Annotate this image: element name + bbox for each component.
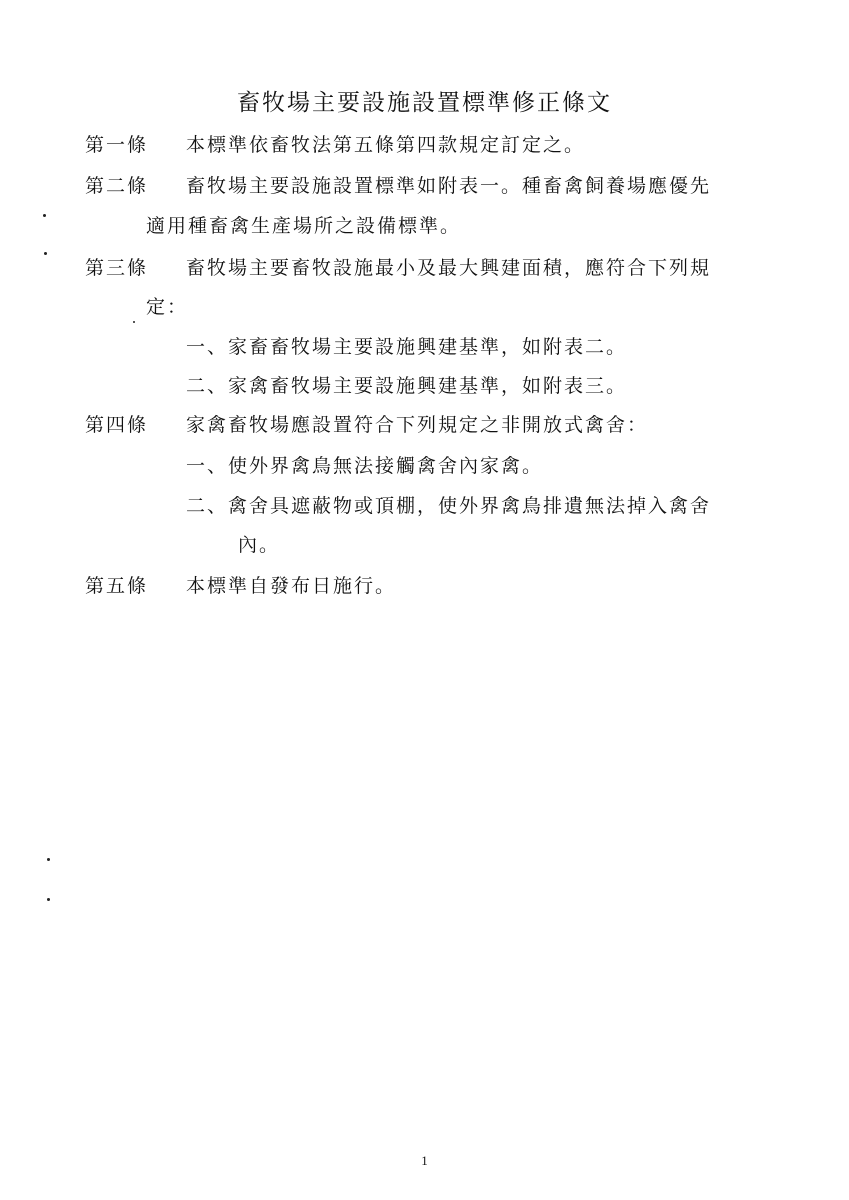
- page-number: 1: [421, 1153, 428, 1168]
- article-3-item-1: 一、家畜畜牧場主要設施興建基準，如附表二。: [186, 336, 628, 358]
- article-4-item-2-continued: 內。: [238, 534, 281, 556]
- article-5-label: 第五條: [85, 575, 149, 597]
- article-4-label: 第四條: [85, 414, 149, 436]
- article-5-line-1: 本標準自發布日施行。: [186, 575, 397, 597]
- scan-speck: [47, 858, 50, 861]
- article-1-line-1: 本標準依畜牧法第五條第四款規定訂定之。: [186, 134, 586, 156]
- scan-speck: [133, 321, 135, 323]
- article-1-label: 第一條: [85, 134, 149, 156]
- article-4-line-1: 家禽畜牧場應設置符合下列規定之非開放式禽舍：: [186, 414, 649, 436]
- article-2-line-1: 畜牧場主要設施設置標準如附表一。種畜禽飼養場應優先: [186, 175, 712, 197]
- article-4-item-2: 二、禽舍具遮蔽物或頂棚，使外界禽鳥排遺無法掉入禽舍: [186, 495, 712, 517]
- article-3-line-1: 畜牧場主要畜牧設施最小及最大興建面積，應符合下列規: [186, 257, 712, 279]
- article-2-label: 第二條: [85, 175, 149, 197]
- document-title: 畜牧場主要設施設置標準修正條文: [237, 90, 612, 116]
- scan-speck: [47, 898, 50, 901]
- article-3-item-2: 二、家禽畜牧場主要設施興建基準，如附表三。: [186, 375, 628, 397]
- article-4-item-1: 一、使外界禽鳥無法接觸禽舍內家禽。: [186, 455, 544, 477]
- article-2-line-2: 適用種畜禽生產場所之設備標準。: [146, 215, 462, 237]
- article-3-line-2: 定：: [146, 296, 189, 318]
- article-3-label: 第三條: [85, 257, 149, 279]
- scan-speck: [43, 214, 46, 217]
- scan-speck: [44, 252, 47, 255]
